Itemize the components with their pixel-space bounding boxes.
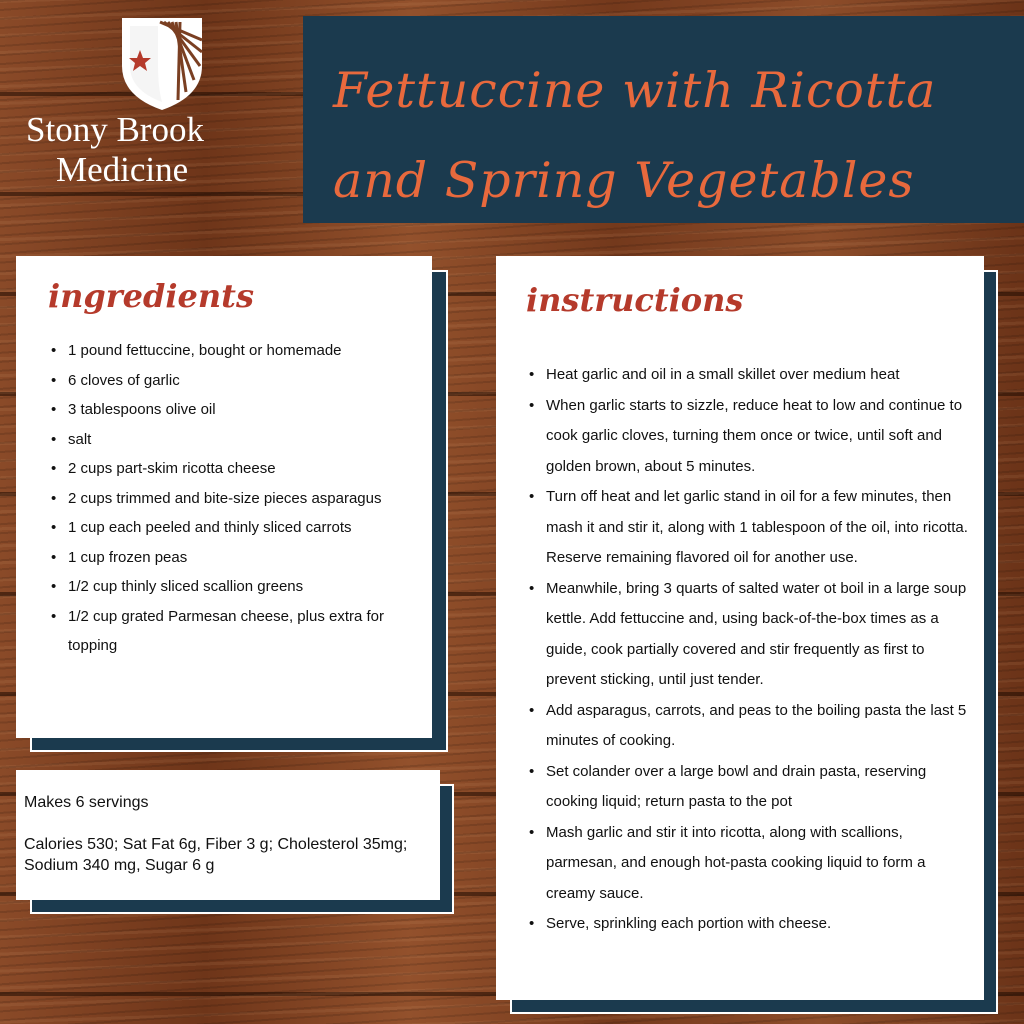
bullet-icon: • [51,371,57,389]
bullet-icon: • [51,430,57,448]
instruction-text: Serve, sprinkling each portion with cheese. [546,915,832,932]
bullet-icon: • [51,519,57,536]
ingredient-text: 6 cloves of garlic [68,371,180,389]
logo-text-line2: Medicine [56,150,189,189]
shield-star-icon [120,16,204,112]
ingredient-item [48,366,420,396]
bullet-icon: • [529,396,535,414]
instruction-text: Meanwhile, bring 3 quarts of salted water ot boil in a large soup kettle. Add fettuccine and, using back-of-the-box times as a guide, cook partially covered and stir frequently as first to prevent sticking, until just tender. [546,579,967,688]
instruction-text: Add asparagus, carrots, and peas to the boiling pasta the last 5 minutes of cooking. [546,701,967,749]
instruction-step [526,757,974,818]
bullet-icon: • [51,342,57,359]
bullet-icon: • [51,607,57,625]
ingredients-card [16,256,432,738]
ingredients-list [48,336,420,661]
instruction-text: Set colander over a large bowl and drain pasta, reserving cooking liquid; return pasta to the pot [546,762,927,810]
instruction-text: Turn off heat and let garlic stand in oil for a few minutes, then mash it and stir it, along with 1 tablespoon of the oil, into ricotta. Reserve remaining flavored oil for another use. [546,488,968,566]
instruction-step [526,909,974,940]
ingredient-item [48,484,420,514]
bullet-icon: • [51,548,57,566]
bullet-icon: • [529,488,535,505]
instruction-text: Heat garlic and oil in a small skillet over medium heat [546,366,900,383]
stony-brook-logo [20,12,270,202]
instruction-step [526,696,974,757]
bullet-icon: • [529,762,535,780]
bullet-icon: • [529,915,535,932]
instruction-text: Mash garlic and stir it into ricotta, along with scallions, parmesan, and enough hot-pasta cooking liquid to form a creamy sauce. [546,823,926,902]
ingredient-text: 1 pound fettuccine, bought or homemade [68,342,342,359]
instructions-heading: instructions [526,281,744,319]
instruction-step [526,574,974,696]
ingredient-text: 2 cups part-skim ricotta cheese [68,460,276,477]
instruction-step [526,482,974,574]
bullet-icon: • [51,489,57,507]
recipe-title-banner [303,16,1024,223]
ingredient-text: 3 tablespoons olive oil [68,401,216,418]
ingredient-item [48,336,420,366]
ingredient-item [48,513,420,543]
ingredient-text: 1/2 cup thinly sliced scallion greens [68,578,304,595]
instruction-step [526,360,974,391]
ingredient-item [48,543,420,573]
servings-text: Makes 6 servings [24,794,149,811]
ingredient-item [48,454,420,484]
ingredients-heading: ingredients [48,277,254,315]
instruction-step [526,818,974,910]
ingredient-text: 1/2 cup grated Parmesan cheese, plus extra for topping [68,607,385,654]
ingredient-text: 2 cups trimmed and bite-size pieces asparagus [68,489,382,507]
ingredient-item [48,395,420,425]
bullet-icon: • [529,823,535,841]
instructions-card [496,256,984,1000]
bullet-icon: • [529,701,535,719]
instruction-text: When garlic starts to sizzle, reduce heat to low and continue to cook garlic cloves, turning them once or twice, until soft and golden brown, about 5 minutes. [546,396,963,475]
ingredient-text: salt [68,430,92,448]
recipe-title-line2: and Spring Vegetables [333,152,915,209]
bullet-icon: • [51,578,57,595]
instruction-step [526,391,974,483]
bullet-icon: • [529,366,535,383]
recipe-title-line1: Fettuccine with Ricotta [333,62,937,119]
nutrition-card [16,770,440,900]
ingredient-item [48,602,420,661]
ingredient-text: 1 cup each peeled and thinly sliced carrots [68,519,352,536]
bullet-icon: • [529,579,535,597]
bullet-icon: • [51,460,57,477]
nutrition-facts-text: Calories 530; Sat Fat 6g, Fiber 3 g; Cholesterol 35mg; Sodium 340 mg, Sugar 6 g [24,836,408,874]
instructions-list [526,360,974,940]
ingredient-item [48,425,420,455]
bullet-icon: • [51,401,57,418]
ingredient-text: 1 cup frozen peas [68,548,188,566]
ingredient-item [48,572,420,602]
logo-text-line1: Stony Brook [26,110,204,149]
